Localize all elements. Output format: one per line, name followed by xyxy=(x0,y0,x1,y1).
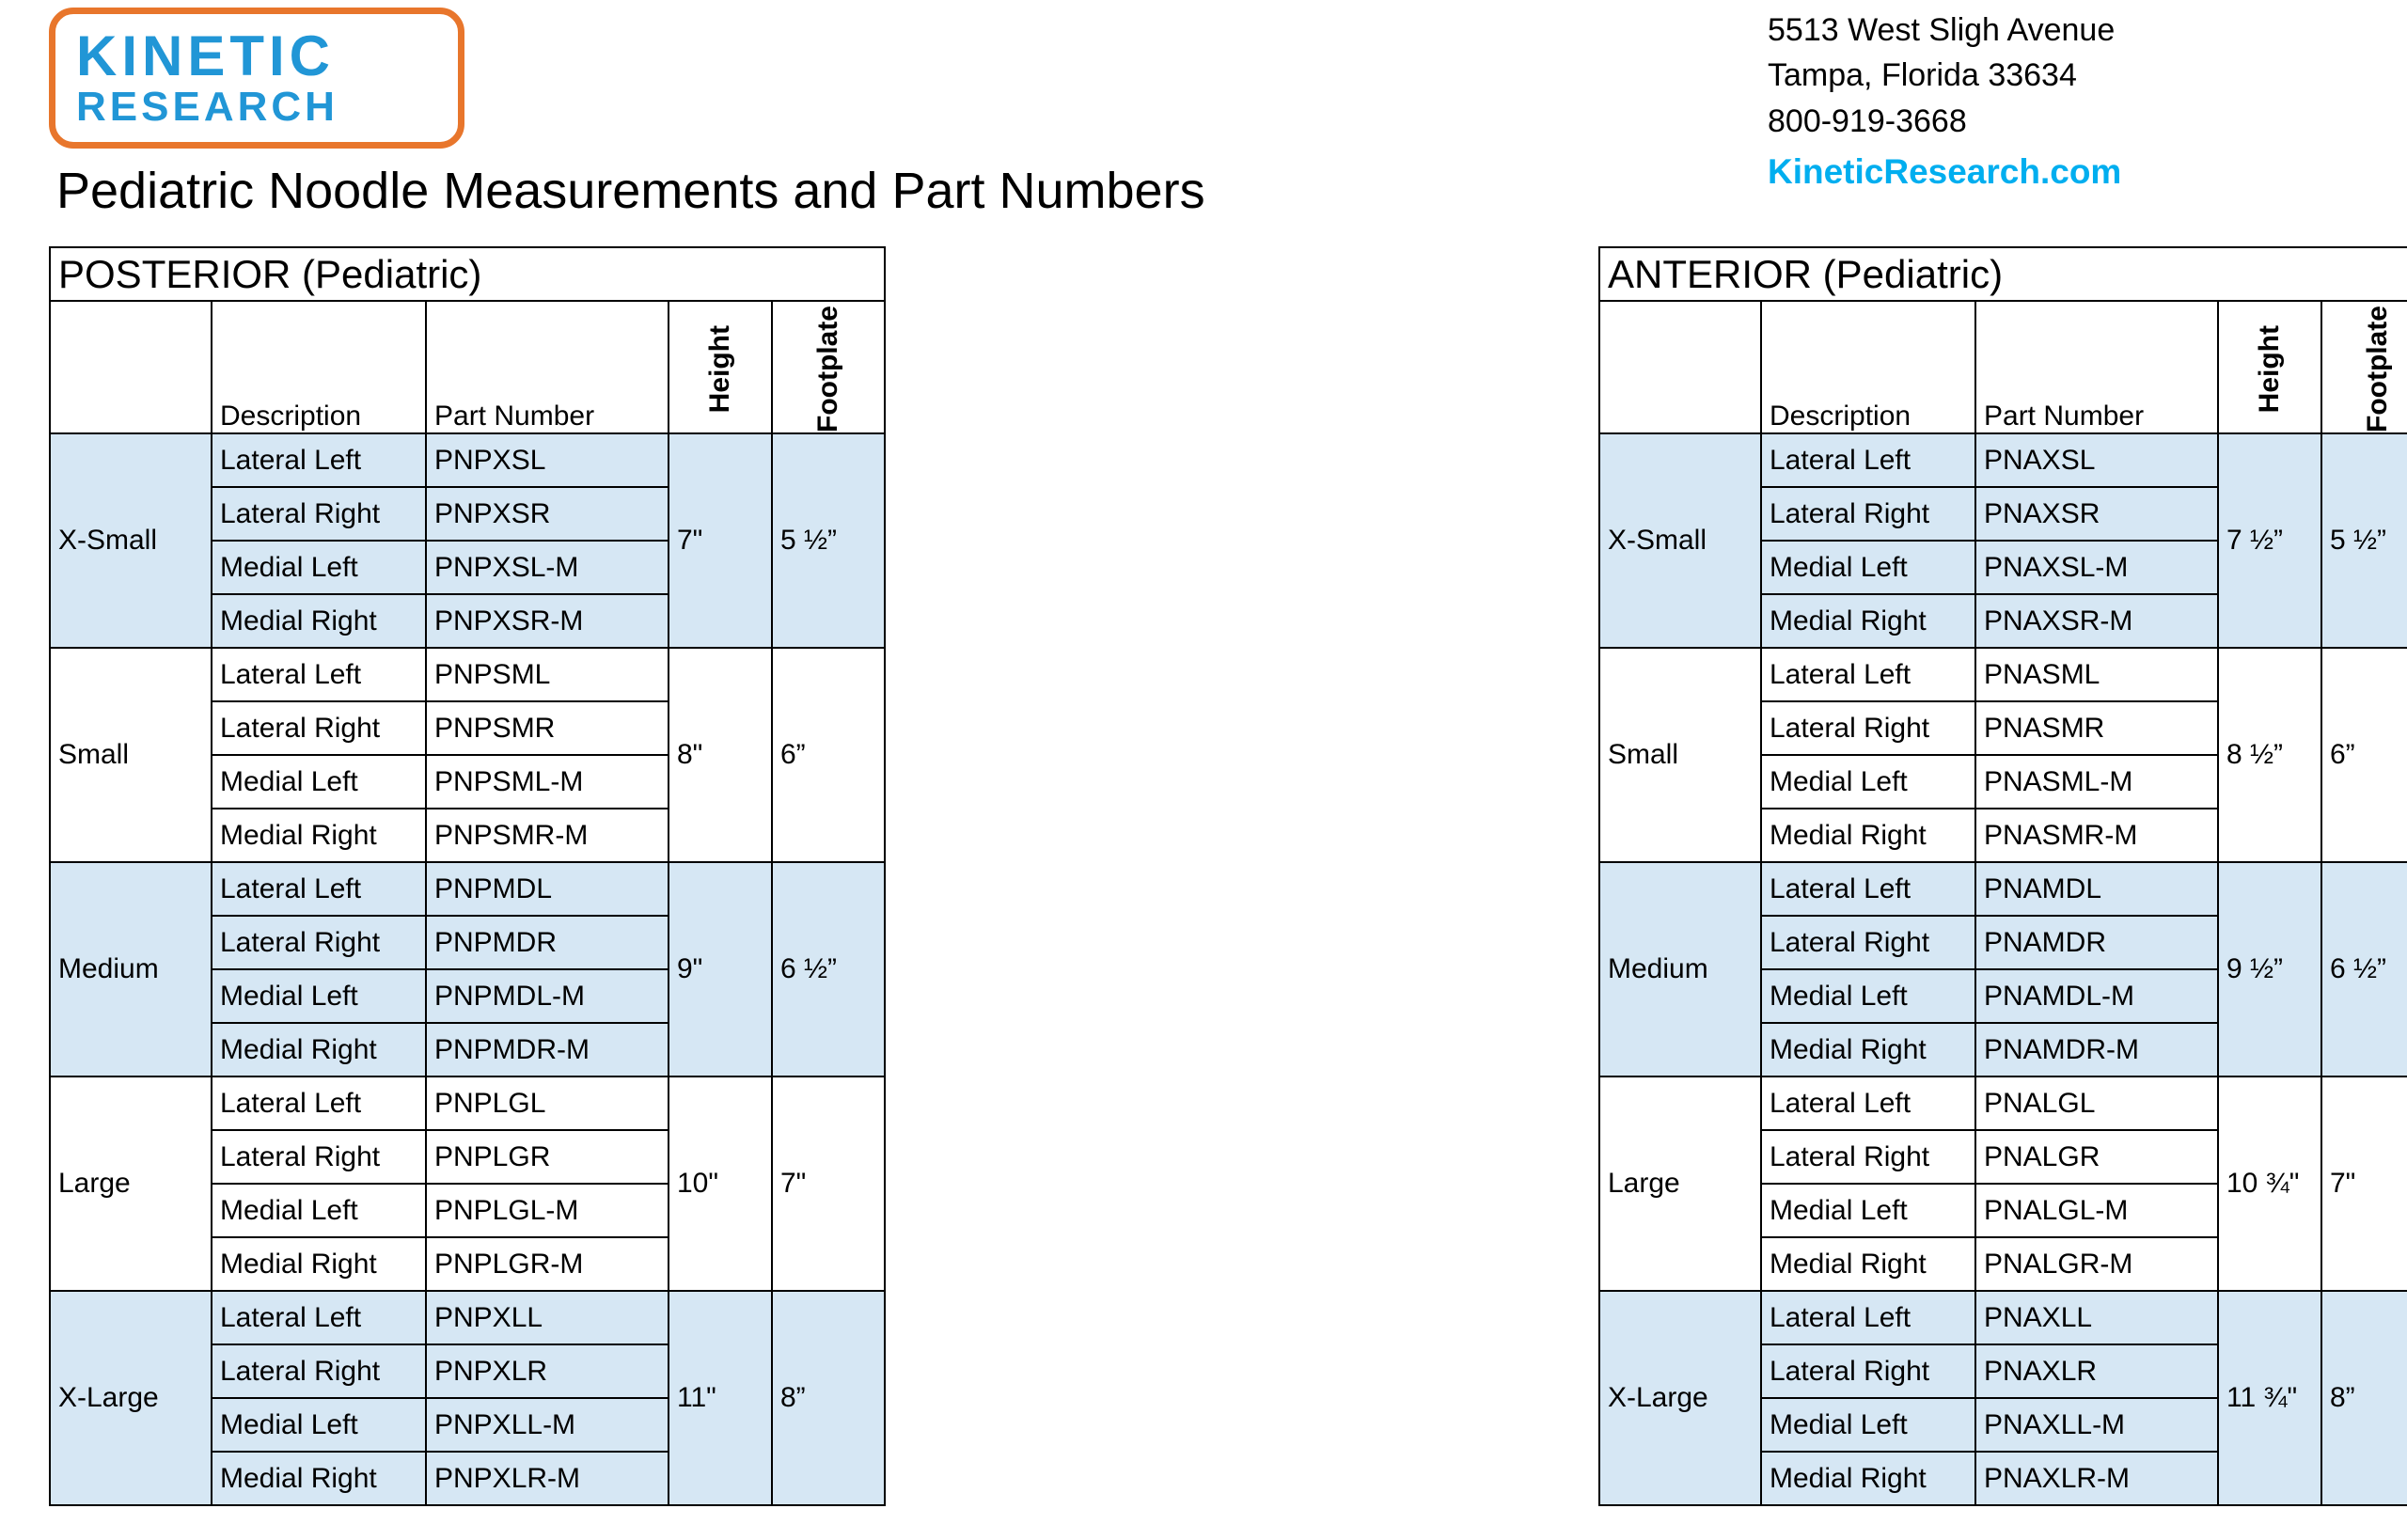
description-cell: Lateral Left xyxy=(212,433,426,487)
description-cell: Lateral Right xyxy=(1761,487,1975,541)
description-cell: Medial Right xyxy=(1761,1452,1975,1505)
part-number-cell: PNPLGR-M xyxy=(426,1237,669,1291)
website-link[interactable]: KineticResearch.com xyxy=(1768,151,2122,191)
header-footplate xyxy=(772,301,885,433)
header-description: Description xyxy=(1761,301,1975,433)
table-caption-row xyxy=(1599,247,2407,301)
part-number-cell: PNASMR xyxy=(1975,701,2218,755)
header-part-number: Part Number xyxy=(1975,301,2218,433)
description-cell: Lateral Left xyxy=(1761,648,1975,701)
description-cell: Lateral Right xyxy=(1761,1130,1975,1184)
description-cell: Lateral Right xyxy=(212,1344,426,1398)
size-cell: Medium xyxy=(50,862,212,1076)
table-header-row xyxy=(1599,301,2407,433)
description-cell: Lateral Left xyxy=(212,648,426,701)
footplate-cell: 8” xyxy=(2321,1291,2407,1505)
table-row xyxy=(1599,1291,2407,1344)
part-number-cell: PNPSMR xyxy=(426,701,669,755)
part-number-cell: PNPLGL xyxy=(426,1076,669,1130)
table-row xyxy=(50,1291,885,1344)
part-number-cell: PNPMDL-M xyxy=(426,969,669,1023)
phone-number: 800-919-3668 xyxy=(1768,102,1967,139)
footplate-cell: 8” xyxy=(772,1291,885,1505)
size-cell: X-Small xyxy=(1599,433,1761,648)
footplate-cell: 7" xyxy=(772,1076,885,1291)
table-row xyxy=(50,648,885,701)
part-number-cell: PNPXSR xyxy=(426,487,669,541)
part-number-cell: PNPLGR xyxy=(426,1130,669,1184)
description-cell: Lateral Left xyxy=(1761,1076,1975,1130)
description-cell: Medial Right xyxy=(1761,1237,1975,1291)
header-height xyxy=(2218,301,2321,433)
header-height-label: Height xyxy=(704,324,735,414)
address-line-1: 5513 West Sligh Avenue xyxy=(1768,12,2116,48)
height-cell: 10" xyxy=(669,1076,772,1291)
height-cell: 9 ½” xyxy=(2218,862,2321,1076)
size-cell: X-Large xyxy=(1599,1291,1761,1505)
part-number-cell: PNAXLR xyxy=(1975,1344,2218,1398)
company-logo xyxy=(49,8,464,149)
footplate-cell: 6” xyxy=(772,648,885,862)
description-cell: Medial Left xyxy=(1761,1398,1975,1452)
part-number-cell: PNPMDR xyxy=(426,916,669,969)
part-number-cell: PNPLGL-M xyxy=(426,1184,669,1237)
part-number-cell: PNAMDL-M xyxy=(1975,969,2218,1023)
size-cell: Large xyxy=(50,1076,212,1291)
height-cell: 7 ½” xyxy=(2218,433,2321,648)
header-description: Description xyxy=(212,301,426,433)
height-cell: 8" xyxy=(669,648,772,862)
table-header-row xyxy=(50,301,885,433)
header-height xyxy=(669,301,772,433)
footplate-cell: 5 ½” xyxy=(772,433,885,648)
posterior-table-container xyxy=(49,246,886,1506)
part-number-cell: PNPXLL-M xyxy=(426,1398,669,1452)
part-number-cell: PNAXSR-M xyxy=(1975,594,2218,648)
company-contact-block xyxy=(1768,8,2121,196)
description-cell: Medial Right xyxy=(1761,809,1975,862)
part-number-cell: PNALGL-M xyxy=(1975,1184,2218,1237)
part-number-cell: PNALGR-M xyxy=(1975,1237,2218,1291)
description-cell: Medial Left xyxy=(212,1398,426,1452)
description-cell: Medial Right xyxy=(212,1452,426,1505)
height-cell: 11 ¾" xyxy=(2218,1291,2321,1505)
part-number-cell: PNAXLL xyxy=(1975,1291,2218,1344)
header-size-blank xyxy=(50,301,212,433)
description-cell: Lateral Right xyxy=(212,487,426,541)
size-cell: Small xyxy=(1599,648,1761,862)
description-cell: Lateral Left xyxy=(1761,433,1975,487)
part-number-cell: PNAMDR-M xyxy=(1975,1023,2218,1076)
part-number-cell: PNAXSR xyxy=(1975,487,2218,541)
footplate-cell: 5 ½” xyxy=(2321,433,2407,648)
footplate-cell: 6 ½” xyxy=(772,862,885,1076)
part-number-cell: PNPXLR xyxy=(426,1344,669,1398)
part-number-cell: PNALGL xyxy=(1975,1076,2218,1130)
table-row xyxy=(50,862,885,916)
part-number-cell: PNPMDR-M xyxy=(426,1023,669,1076)
header-footplate-label: Footplate xyxy=(2362,306,2393,432)
part-number-cell: PNPXSL-M xyxy=(426,541,669,594)
description-cell: Medial Left xyxy=(212,1184,426,1237)
posterior-table xyxy=(49,246,886,1506)
footplate-cell: 7" xyxy=(2321,1076,2407,1291)
height-cell: 10 ¾" xyxy=(2218,1076,2321,1291)
part-number-cell: PNAXLR-M xyxy=(1975,1452,2218,1505)
part-number-cell: PNAXLL-M xyxy=(1975,1398,2218,1452)
table-row xyxy=(50,433,885,487)
description-cell: Lateral Right xyxy=(212,1130,426,1184)
table-row xyxy=(1599,433,2407,487)
description-cell: Lateral Left xyxy=(212,1291,426,1344)
size-cell: Small xyxy=(50,648,212,862)
description-cell: Medial Left xyxy=(212,541,426,594)
description-cell: Medial Left xyxy=(1761,969,1975,1023)
table-row xyxy=(50,1076,885,1130)
size-cell: X-Small xyxy=(50,433,212,648)
height-cell: 11" xyxy=(669,1291,772,1505)
description-cell: Lateral Right xyxy=(1761,916,1975,969)
description-cell: Medial Left xyxy=(1761,1184,1975,1237)
height-cell: 8 ½” xyxy=(2218,648,2321,862)
anterior-table-container xyxy=(1598,246,2407,1506)
part-number-cell: PNPXLR-M xyxy=(426,1452,669,1505)
description-cell: Medial Left xyxy=(212,755,426,809)
part-number-cell: PNPMDL xyxy=(426,862,669,916)
part-number-cell: PNAXSL-M xyxy=(1975,541,2218,594)
description-cell: Medial Left xyxy=(1761,755,1975,809)
description-cell: Medial Right xyxy=(212,1023,426,1076)
anterior-table xyxy=(1598,246,2407,1506)
part-number-cell: PNAMDR xyxy=(1975,916,2218,969)
description-cell: Medial Right xyxy=(1761,1023,1975,1076)
table-row xyxy=(1599,862,2407,916)
description-cell: Lateral Left xyxy=(212,862,426,916)
logo-text-kinetic: KINETIC xyxy=(76,24,335,88)
table-row xyxy=(1599,1076,2407,1130)
part-number-cell: PNPXSR-M xyxy=(426,594,669,648)
header-part-number: Part Number xyxy=(426,301,669,433)
table-caption: POSTERIOR (Pediatric) xyxy=(50,247,885,301)
description-cell: Medial Right xyxy=(212,809,426,862)
height-cell: 9" xyxy=(669,862,772,1076)
part-number-cell: PNALGR xyxy=(1975,1130,2218,1184)
description-cell: Medial Right xyxy=(1761,594,1975,648)
part-number-cell: PNPXSL xyxy=(426,433,669,487)
description-cell: Lateral Right xyxy=(212,701,426,755)
description-cell: Lateral Right xyxy=(212,916,426,969)
footplate-cell: 6” xyxy=(2321,648,2407,862)
part-number-cell: PNASML xyxy=(1975,648,2218,701)
part-number-cell: PNPXLL xyxy=(426,1291,669,1344)
description-cell: Lateral Left xyxy=(212,1076,426,1130)
table-caption-row xyxy=(50,247,885,301)
part-number-cell: PNASMR-M xyxy=(1975,809,2218,862)
part-number-cell: PNAMDL xyxy=(1975,862,2218,916)
description-cell: Medial Left xyxy=(212,969,426,1023)
height-cell: 7" xyxy=(669,433,772,648)
part-number-cell: PNPSML-M xyxy=(426,755,669,809)
logo-text-research: RESEARCH xyxy=(76,83,338,130)
header-footplate xyxy=(2321,301,2407,433)
description-cell: Medial Left xyxy=(1761,541,1975,594)
description-cell: Lateral Right xyxy=(1761,701,1975,755)
part-number-cell: PNASML-M xyxy=(1975,755,2218,809)
size-cell: Medium xyxy=(1599,862,1761,1076)
table-row xyxy=(1599,648,2407,701)
description-cell: Lateral Right xyxy=(1761,1344,1975,1398)
description-cell: Medial Right xyxy=(212,594,426,648)
page-title: Pediatric Noodle Measurements and Part Numbers xyxy=(56,163,1205,219)
size-cell: X-Large xyxy=(50,1291,212,1505)
part-number-cell: PNPSMR-M xyxy=(426,809,669,862)
part-number-cell: PNPSML xyxy=(426,648,669,701)
table-caption: ANTERIOR (Pediatric) xyxy=(1599,247,2407,301)
part-number-cell: PNAXSL xyxy=(1975,433,2218,487)
size-cell: Large xyxy=(1599,1076,1761,1291)
description-cell: Lateral Left xyxy=(1761,862,1975,916)
header-height-label: Height xyxy=(2254,324,2285,414)
description-cell: Lateral Left xyxy=(1761,1291,1975,1344)
address-line-2: Tampa, Florida 33634 xyxy=(1768,57,2077,94)
description-cell: Medial Right xyxy=(212,1237,426,1291)
footplate-cell: 6 ½” xyxy=(2321,862,2407,1076)
header-footplate-label: Footplate xyxy=(812,306,844,432)
header-size-blank xyxy=(1599,301,1761,433)
